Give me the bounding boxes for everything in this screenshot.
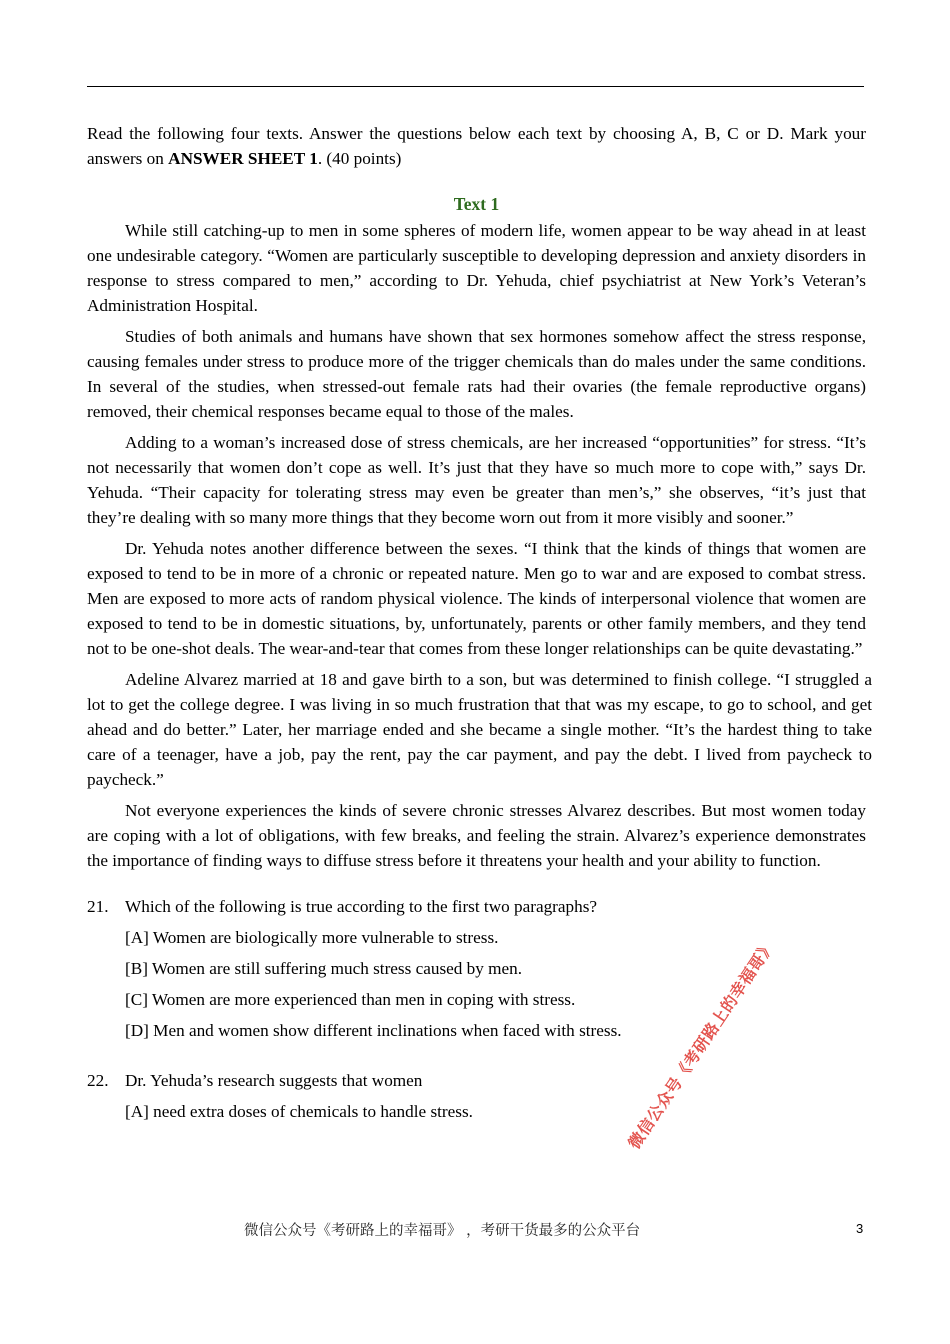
paragraph-4: Dr. Yehuda notes another difference between the sexes. “I think that the kinds of things that women are exposed to tend to be in more of a chronic or repeated nature. Men go to war and are exposed to combat stress. Men are exposed to more acts of random physical violence. The kinds of interpersonal violence that women are exposed to tend to be in domestic situations, by, unfortunately, parents or other family members, and they tend not to be one-shot deals. The wear-and-tear that comes from these longer relationships can be quite devastating.” bbox=[87, 539, 866, 658]
option-b: [B] Women are still suffering much stress caused by men. bbox=[125, 959, 523, 978]
question-stem: Dr. Yehuda’s research suggests that women bbox=[125, 1071, 423, 1090]
question-number: 22. bbox=[87, 1071, 109, 1090]
question-22 bbox=[87, 1065, 866, 1127]
page-number: 3 bbox=[856, 1221, 864, 1236]
paragraph-6: Not everyone experiences the kinds of severe chronic stresses Alvarez describes. But most women today are coping with a lot of obligations, with few breaks, and feeling the strain. Alvarez’s experience demonstrates the importance of finding ways to diffuse stress before it threatens your health and your ability to function. bbox=[87, 801, 866, 870]
option-d: [D] Men and women show different inclinations when faced with stress. bbox=[125, 1021, 622, 1040]
question-number: 21. bbox=[87, 897, 109, 916]
paragraph-5: Adeline Alvarez married at 18 and gave birth to a son, but was determined to finish college. “I struggled a lot to get the college degree. I was living in so much frustration that that was my escape, to go to school, and get ahead and do better.” Later, her marriage ended and she became a single mother. “It’s the hardest thing to take care of a teenager, have a job, pay the rent, pay the car payment, and pay the debt. I lived from paycheck to paycheck.” bbox=[87, 670, 872, 789]
answer-sheet-label: ANSWER SHEET 1 bbox=[168, 149, 318, 168]
paragraph-2: Studies of both animals and humans have shown that sex hormones somehow affect the stress response, causing females under stress to produce more of the trigger chemicals than do males under the same conditions. In several of the studies, when stressed-out female rats had their ovaries (the female reproductive organs) removed, their chemical responses became equal to those of the males. bbox=[87, 327, 866, 421]
paragraph-1: While still catching-up to men in some spheres of modern life, women appear to be way ahead in at least one undesirable category. “Women are particularly susceptible to developing depression and anxiety disorders in response to stress compared to men,” according to Dr. Yehuda, chief psychiatrist at New York’s Veteran’s Administration Hospital. bbox=[87, 221, 866, 315]
question-stem: Which of the following is true according to the first two paragraphs? bbox=[125, 897, 598, 916]
option-a: [A] need extra doses of chemicals to handle stress. bbox=[125, 1102, 473, 1121]
page-footer: 微信公众号《考研路上的幸福哥》 ，考研干货最多的公众平台 bbox=[244, 1223, 641, 1239]
text-title: Text 1 bbox=[453, 194, 500, 214]
option-a: [A] Women are biologically more vulnerable to stress. bbox=[125, 928, 499, 947]
paragraph-3: Adding to a woman’s increased dose of stress chemicals, are her increased “opportunities” for stress. “It’s not necessarily that women don’t cope as well. It’s just that they have so much more to cope with,” says Dr. Yehuda. “Their capacity for tolerating stress may even be greater than men’s,” she observes, “it’s just that they’re dealing with so many more things that they become worn out from it more visibly and sooner.” bbox=[87, 433, 866, 527]
header-rule bbox=[87, 86, 864, 87]
instructions: Read the following four texts. Answer the questions below each text by choosing A, B, C or D. Mark your answers on ANSWER SHEET 1. (40 points) bbox=[87, 124, 866, 168]
option-c: [C] Women are more experienced than men in coping with stress. bbox=[125, 990, 576, 1009]
question-list bbox=[87, 891, 866, 1127]
watermark-stamp: 微信公众号《考研路上的幸福哥》 bbox=[624, 936, 779, 1153]
